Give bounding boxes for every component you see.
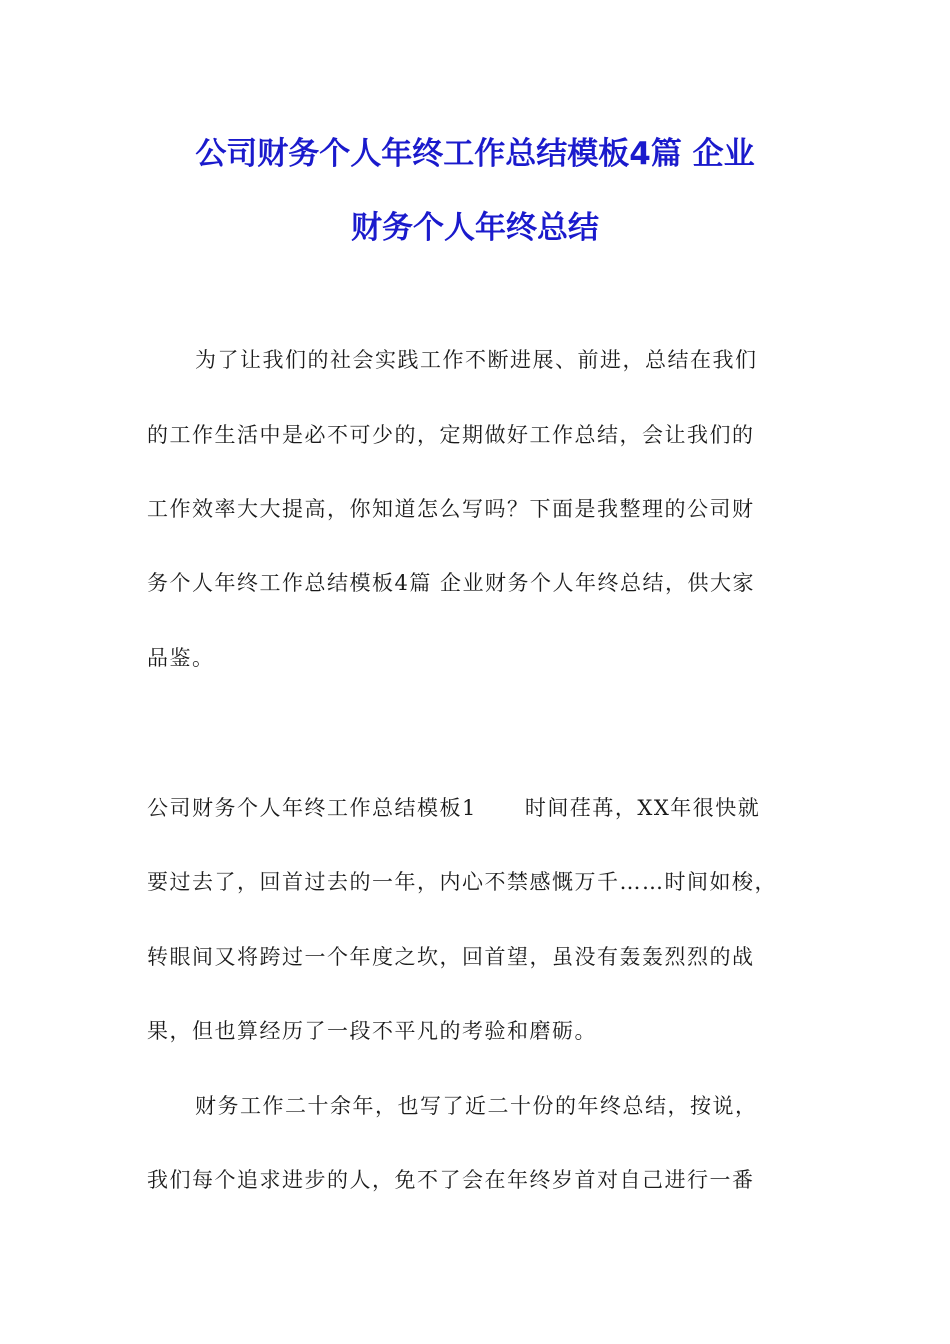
section-1-heading: 公司财务个人年终工作总结模板1 [147, 796, 477, 820]
intro-line: 的工作生活中是必不可少的，定期做好工作总结，会让我们的 [147, 423, 755, 447]
section-1-line: 要过去了，回首过去的一年，内心不禁感慨万千……时间如梭， [147, 870, 777, 894]
section-1-text: 时间荏苒，XX年很快就 [524, 796, 761, 820]
section-1-line: 转眼间又将跨过一个年度之坎，回首望，虽没有轰轰烈烈的战 [147, 945, 755, 969]
paragraph-2-line: 财务工作二十余年，也写了近二十份的年终总结，按说， [195, 1094, 758, 1118]
intro-line: 品鉴。 [147, 646, 215, 670]
intro-line: 为了让我们的社会实践工作不断进展、前进，总结在我们 [195, 348, 758, 372]
paragraph-2-line: 我们每个追求进步的人，免不了会在年终岁首对自己进行一番 [147, 1168, 755, 1192]
intro-line: 务个人年终工作总结模板4篇 企业财务个人年终总结，供大家 [147, 571, 756, 595]
intro-line: 工作效率大大提高，你知道怎么写吗？下面是我整理的公司财 [147, 497, 755, 521]
document-title-line-2: 财务个人年终总结 [351, 210, 599, 246]
section-1-first-line [147, 793, 807, 823]
section-1-line: 果，但也算经历了一段不平凡的考验和磨砺。 [147, 1019, 597, 1043]
document-title-line-1: 公司财务个人年终工作总结模板4篇 企业 [195, 136, 755, 172]
